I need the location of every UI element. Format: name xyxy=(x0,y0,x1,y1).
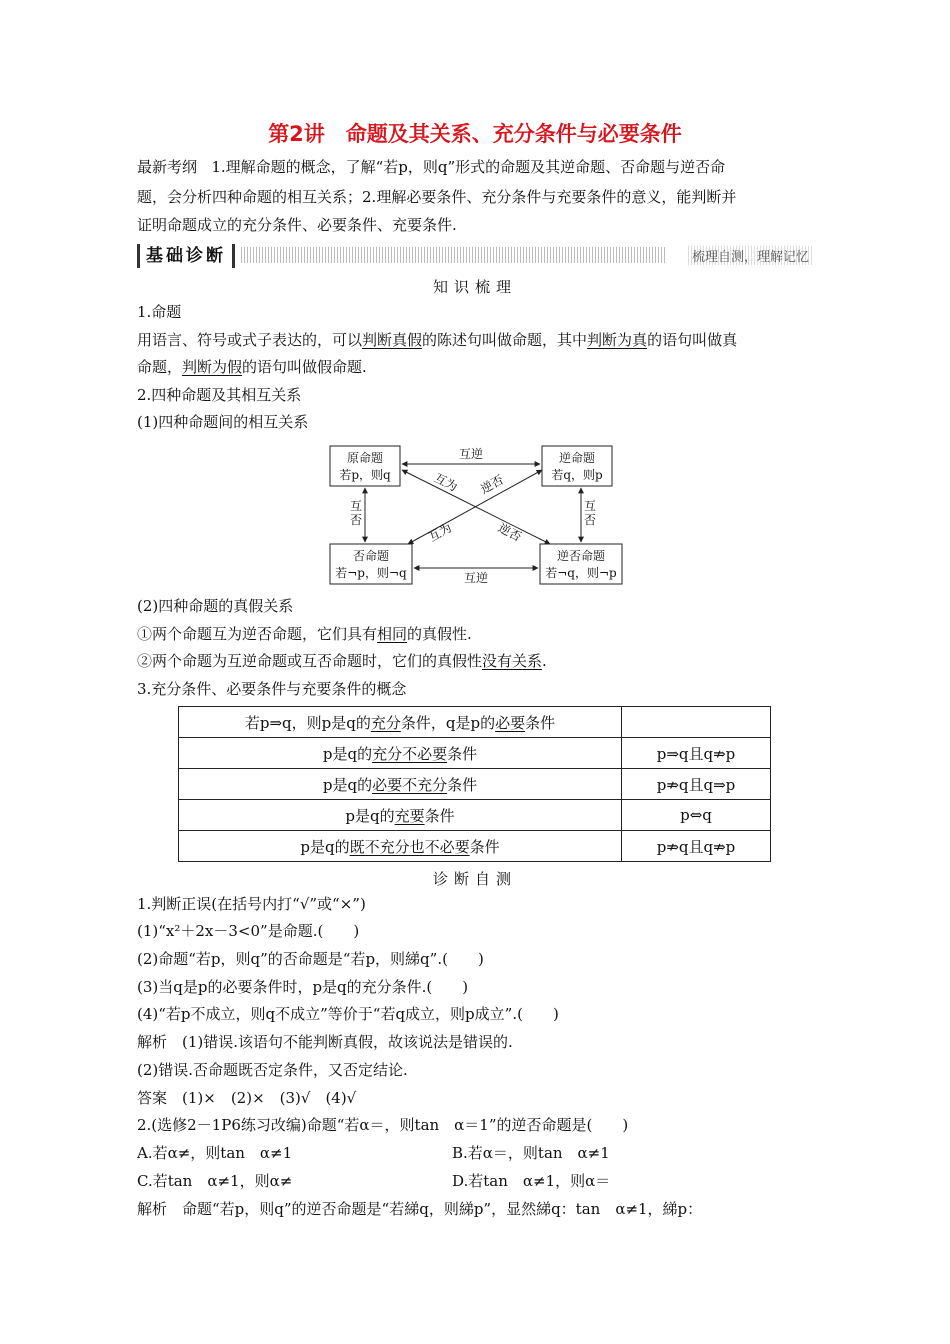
label-diag-a1: 互为 xyxy=(431,470,460,495)
table-row xyxy=(179,800,771,831)
q2-option-b: B.若α＝，则tan α≠1 xyxy=(452,1144,610,1162)
knowledge-heading: 知识梳理 xyxy=(432,278,517,296)
section2-item1: ①两个命题互为逆否命题，它们具有相同的真假性. xyxy=(137,625,472,643)
conditions-table xyxy=(178,706,771,862)
box-inverse-form: 若¬p，则¬q xyxy=(335,566,407,580)
banner-label: 基础诊断 xyxy=(137,244,235,268)
table-cell: p⇒q且q⇏p xyxy=(622,738,771,769)
box-converse-name: 逆命题 xyxy=(558,451,596,465)
intro-line-2: 题，会分析四种命题的相互关系；2.理解必要条件、充分条件与充要条件的意义，能判断并 xyxy=(137,188,737,206)
banner-subtitle: 梳理自测，理解记忆 xyxy=(688,246,813,265)
label-diag-b2: 逆否 xyxy=(495,520,524,545)
box-original-name: 原命题 xyxy=(346,451,384,465)
blank-answer: 判断真假 xyxy=(362,331,423,349)
box-inverse-name: 否命题 xyxy=(352,549,390,563)
intro-line-1: 最新考纲 1.理解命题的概念，了解“若p，则q”形式的命题及其逆命题、否命题与逆否命 xyxy=(137,158,726,176)
section3-heading: 3.充分条件、必要条件与充要条件的概念 xyxy=(137,680,407,698)
table-cell: p⇏q且q⇏p xyxy=(622,831,771,862)
label-right-2: 否 xyxy=(583,513,597,527)
label-bottom: 互逆 xyxy=(463,571,489,585)
q1-statement-2: (2)命题“若p，则q”的否命题是“若p，则綈q”.( ) xyxy=(137,950,484,968)
section2-sub2: (2)四种命题的真假关系 xyxy=(137,597,294,615)
table-row xyxy=(179,707,771,738)
table-cell: p是q的充分不必要条件 xyxy=(179,738,622,769)
section-banner xyxy=(137,244,817,268)
intro-line-3: 证明命题成立的充分条件、必要条件、充要条件. xyxy=(137,216,457,234)
blank-answer: 判断为假 xyxy=(182,358,243,376)
self-test-heading: 诊断自测 xyxy=(432,870,517,888)
q1-statement-1: (1)“x²＋2x－3<0”是命题.( ) xyxy=(137,922,360,940)
table-cell xyxy=(622,707,771,738)
q1-statement-3: (3)当q是p的必要条件时，p是q的充分条件.( ) xyxy=(137,978,469,996)
q1-stem: 1.判断正误(在括号内打“√”或“×”) xyxy=(137,895,366,913)
section2-heading: 2.四种命题及其相互关系 xyxy=(137,386,302,404)
blank-answer: 相同 xyxy=(377,625,408,643)
label-diag-b1: 互为 xyxy=(426,520,454,545)
blank-answer: 判断为真 xyxy=(587,331,648,349)
table-cell: p是q的必要不充分条件 xyxy=(179,769,622,800)
table-cell: p是q的充要条件 xyxy=(179,800,622,831)
table-cell: p⇏q且q⇒p xyxy=(622,769,771,800)
banner-divider xyxy=(241,247,667,263)
box-converse-form: 若q，则p xyxy=(551,468,603,482)
q1-statement-4: (4)“若p不成立，则q不成立”等价于“若q成立，则p成立”.( ) xyxy=(137,1005,559,1023)
q1-answer: 答案 (1)× (2)× (3)√ (4)√ xyxy=(137,1089,357,1107)
box-contrapositive-form: 若¬q，则¬p xyxy=(545,566,617,580)
section1-heading: 1.命题 xyxy=(137,303,182,321)
q2-option-c: C.若tan α≠1，则α≠ xyxy=(137,1172,293,1190)
label-top: 互逆 xyxy=(458,447,484,461)
section2-sub1: (1)四种命题间的相互关系 xyxy=(137,413,309,431)
label-right-1: 互 xyxy=(583,499,597,513)
q1-analysis-1: 解析 (1)错误.该语句不能判断真假，故该说法是错误的. xyxy=(137,1033,513,1051)
section2-item2: ②两个命题为互逆命题或互否命题时，它们的真假性没有关系. xyxy=(137,652,547,670)
table-row xyxy=(179,831,771,862)
section1-para-line-2: 命题，判断为假的语句叫做假命题. xyxy=(137,358,367,376)
box-original-form: 若p，则q xyxy=(339,468,391,482)
q1-analysis-2: (2)错误.否命题既否定条件，又否定结论. xyxy=(137,1061,408,1079)
q2-analysis: 解析 命题“若p，则q”的逆否命题是“若綈q，则綈p”，显然綈q：tan α≠1，綈p： xyxy=(137,1200,703,1218)
blank-answer: 没有关系 xyxy=(482,652,543,670)
table-row xyxy=(179,769,771,800)
label-left-1: 互 xyxy=(349,499,363,513)
label-diag-a2: 逆否 xyxy=(478,472,506,497)
four-propositions-diagram xyxy=(328,440,628,588)
page-title: 第2讲 命题及其关系、充分条件与必要条件 xyxy=(268,122,682,146)
table-row xyxy=(179,738,771,769)
q2-stem: 2.(选修2－1P6练习改编)命题“若α＝，则tan α＝1”的逆否命题是( ) xyxy=(137,1116,629,1134)
table-cell: 若p⇒q，则p是q的充分条件，q是p的必要条件 xyxy=(179,707,622,738)
table-cell: p是q的既不充分也不必要条件 xyxy=(179,831,622,862)
q2-option-a: A.若α≠，则tan α≠1 xyxy=(137,1144,293,1162)
label-left-2: 否 xyxy=(349,513,363,527)
table-cell: p⇔q xyxy=(622,800,771,831)
box-contrapositive-name: 逆否命题 xyxy=(556,549,606,563)
intro-label: 最新考纲 xyxy=(137,158,198,176)
q2-option-d: D.若tan α≠1，则α＝ xyxy=(452,1172,611,1190)
section1-para-line-1: 用语言、符号或式子表达的，可以判断真假的陈述句叫做命题，其中判断为真的语句叫做真 xyxy=(137,331,738,349)
